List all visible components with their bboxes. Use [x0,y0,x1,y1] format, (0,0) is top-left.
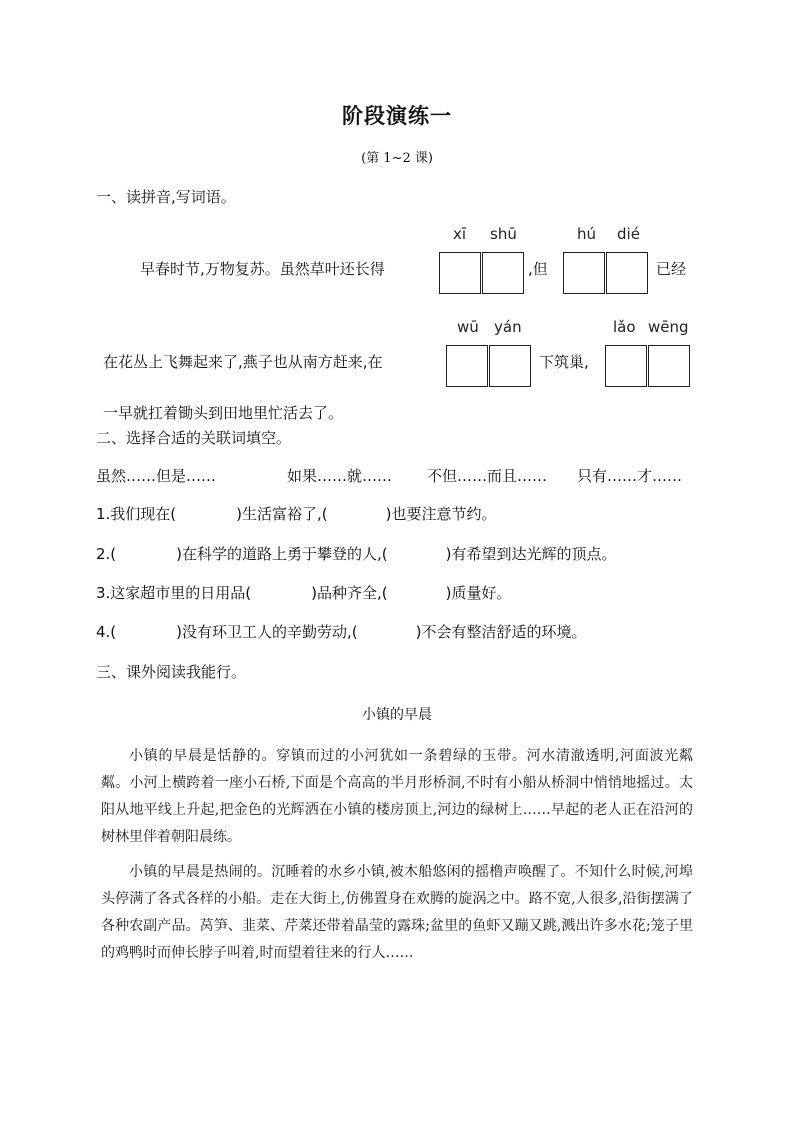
q4-part-b: )没有环卫工人的辛勤劳动,( [176,623,358,641]
line1-end: 已经 [656,260,687,278]
line1-mid: ,但 [528,260,548,278]
line2-text: 在花丛上飞舞起来了,燕子也从南方赶来,在 [103,353,383,371]
q2-part-b: )在科学的道路上勇于攀登的人,( [176,545,388,563]
pinyin-die: dié [617,225,640,243]
q3-part-c: )质量好。 [445,584,512,602]
question-3 [96,582,512,603]
passage-paragraph-2: 小镇的早晨是热闹的。沉睡着的水乡小镇,被木船悠闲的摇橹声唤醒了。不知什么时候,河埠头停满了各式各样的小船。走在大街上,仿佛置身在欢腾的旋涡之中。路不宽,人很多,沿街摆满了各种农副产品。莴笋、韭菜、芹菜还带着晶莹的露珠;盆里的鱼虾又蹦又跳,溅出许多水花;笼子里的鸡鸭时而伸长脖子叫着,时而望着往来的行人…… [101,864,693,961]
option-3: 不但……而且…… [427,467,548,485]
question-2 [96,543,617,564]
q4-part-a: 4.( [96,623,117,641]
q1-part-a: 1.我们现在( [96,505,177,523]
question-1 [96,503,497,524]
q1-part-b: )生活富裕了,( [236,505,328,523]
answer-box-4b[interactable] [648,345,690,387]
q4-part-c: )不会有整洁舒适的环境。 [415,623,587,641]
pinyin-wu: wū [457,318,479,336]
q2-part-a: 2.( [96,545,117,563]
pinyin-weng: wēng [648,318,689,336]
answer-box-3b[interactable] [489,345,531,387]
answer-box-1a[interactable] [439,252,481,294]
answer-box-4a[interactable] [605,345,647,387]
q1-part-c: )也要注意节约。 [385,505,497,523]
section3-heading: 三、课外阅读我能行。 [96,663,247,681]
page-title: 阶段演练一 [342,104,452,128]
q3-part-b: )品种齐全,( [311,584,388,602]
option-2: 如果……就…… [287,467,393,485]
question-4 [96,621,587,642]
answer-box-2b[interactable] [606,252,648,294]
pinyin-yan: yán [494,318,522,336]
option-4: 只有……才…… [577,467,683,485]
pinyin-hu: hú [577,225,597,243]
line1-text: 早春时节,万物复苏。虽然草叶还长得 [140,260,385,278]
pinyin-xi: xī [453,225,467,243]
q3-part-a: 3.这家超市里的日用品( [96,584,252,602]
line3-text: 一早就扛着锄头到田地里忙活去了。 [103,404,344,422]
section2-heading: 二、选择合适的关联词填空。 [96,429,292,447]
option-1: 虽然……但是…… [96,467,217,485]
section1-heading: 一、读拼音,写词语。 [96,188,236,206]
answer-box-1b[interactable] [482,252,524,294]
pinyin-shu: shū [490,225,517,243]
passage-title: 小镇的早晨 [362,707,432,723]
answer-box-3a[interactable] [446,345,488,387]
q2-part-c: )有希望到达光辉的顶点。 [445,545,617,563]
page-subtitle: (第 1~2 课) [361,151,433,166]
line2-mid: 下筑巢, [539,353,589,371]
answer-box-2a[interactable] [563,252,605,294]
passage-paragraph-1: 小镇的早晨是恬静的。穿镇而过的小河犹如一条碧绿的玉带。河水清澈透明,河面波光粼粼。小河上横跨着一座小石桥,下面是个高高的半月形桥洞,不时有小船从桥洞中悄悄地摇过。太阳从地平线上升起,把金色的光辉洒在小镇的楼房顶上,河边的绿树上……早起的老人正在沿河的树林里伴着朝阳晨练。 [101,748,693,845]
pinyin-lao: lǎo [613,318,636,336]
